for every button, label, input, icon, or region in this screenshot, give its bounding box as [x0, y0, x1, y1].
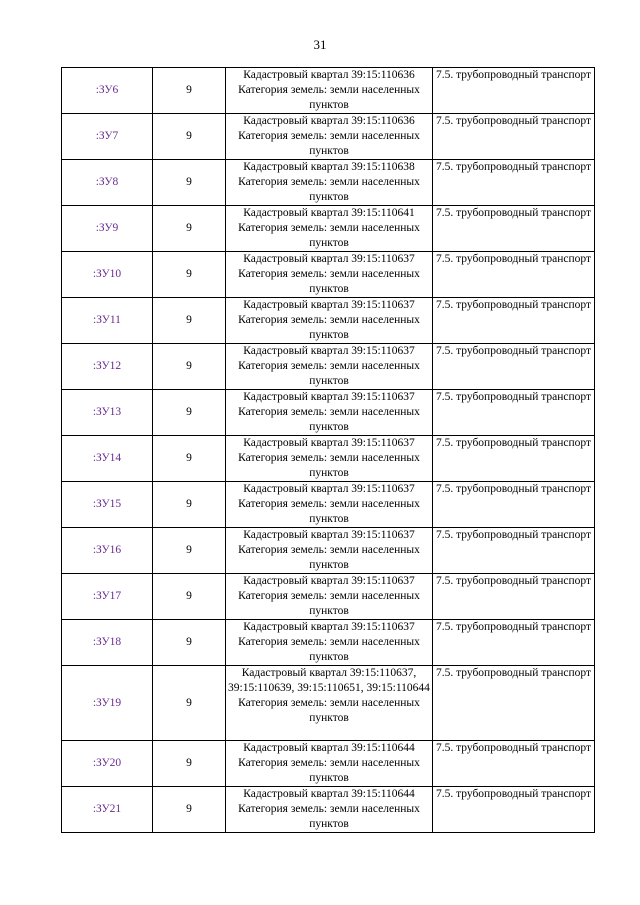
- parcel-code-cell: :ЗУ15: [62, 482, 153, 528]
- land-use-cell: 7.5. трубопроводный транспорт: [433, 620, 595, 666]
- parcel-code-cell: :ЗУ9: [62, 206, 153, 252]
- land-use-cell: 7.5. трубопроводный транспорт: [433, 436, 595, 482]
- quantity-cell: 9: [153, 482, 226, 528]
- table-row: [62, 298, 595, 344]
- quantity-cell: 9: [153, 114, 226, 160]
- table-row: [62, 390, 595, 436]
- quantity-cell: 9: [153, 741, 226, 787]
- quantity-cell: 9: [153, 160, 226, 206]
- parcel-code-cell: :ЗУ7: [62, 114, 153, 160]
- table-row: [62, 482, 595, 528]
- quantity-cell: 9: [153, 574, 226, 620]
- table-row: [62, 206, 595, 252]
- description-cell: Кадастровый квартал 39:15:110644 Категория земель: земли населенных пунктов: [226, 741, 433, 787]
- land-use-cell: 7.5. трубопроводный транспорт: [433, 482, 595, 528]
- table-row: [62, 68, 595, 114]
- description-cell: Кадастровый квартал 39:15:110637 Категория земель: земли населенных пунктов: [226, 298, 433, 344]
- parcel-code-cell: :ЗУ16: [62, 528, 153, 574]
- quantity-cell: 9: [153, 436, 226, 482]
- table-row: [62, 344, 595, 390]
- land-use-cell: 7.5. трубопроводный транспорт: [433, 344, 595, 390]
- description-cell: Кадастровый квартал 39:15:110636 Категория земель: земли населенных пунктов: [226, 114, 433, 160]
- parcel-code-cell: :ЗУ11: [62, 298, 153, 344]
- description-cell: Кадастровый квартал 39:15:110637 Категория земель: земли населенных пунктов: [226, 390, 433, 436]
- parcel-code-cell: :ЗУ20: [62, 741, 153, 787]
- table-row: [62, 620, 595, 666]
- land-use-cell: 7.5. трубопроводный транспорт: [433, 574, 595, 620]
- quantity-cell: 9: [153, 206, 226, 252]
- land-use-cell: 7.5. трубопроводный транспорт: [433, 298, 595, 344]
- description-cell: Кадастровый квартал 39:15:110641 Категория земель: земли населенных пунктов: [226, 206, 433, 252]
- land-use-cell: 7.5. трубопроводный транспорт: [433, 666, 595, 741]
- description-cell: Кадастровый квартал 39:15:110637 Категория земель: земли населенных пунктов: [226, 482, 433, 528]
- table-row: [62, 160, 595, 206]
- description-cell: Кадастровый квартал 39:15:110637 Категория земель: земли населенных пунктов: [226, 620, 433, 666]
- description-cell: Кадастровый квартал 39:15:110637, 39:15:110639, 39:15:110651, 39:15:110644 Категория земель: земли населенных пунктов: [226, 666, 433, 741]
- table-row: [62, 114, 595, 160]
- land-use-cell: 7.5. трубопроводный транспорт: [433, 252, 595, 298]
- table-row: [62, 528, 595, 574]
- table-row: [62, 741, 595, 787]
- parcel-code-cell: :ЗУ18: [62, 620, 153, 666]
- land-use-cell: 7.5. трубопроводный транспорт: [433, 787, 595, 833]
- table-row: [62, 574, 595, 620]
- land-use-cell: 7.5. трубопроводный транспорт: [433, 68, 595, 114]
- table-row: [62, 436, 595, 482]
- land-use-cell: 7.5. трубопроводный транспорт: [433, 741, 595, 787]
- description-cell: Кадастровый квартал 39:15:110638 Категория земель: земли населенных пунктов: [226, 160, 433, 206]
- parcel-code-cell: :ЗУ12: [62, 344, 153, 390]
- quantity-cell: 9: [153, 344, 226, 390]
- description-cell: Кадастровый квартал 39:15:110637 Категория земель: земли населенных пунктов: [226, 436, 433, 482]
- parcel-code-cell: :ЗУ6: [62, 68, 153, 114]
- land-use-cell: 7.5. трубопроводный транспорт: [433, 114, 595, 160]
- description-cell: Кадастровый квартал 39:15:110637 Категория земель: земли населенных пунктов: [226, 528, 433, 574]
- quantity-cell: 9: [153, 68, 226, 114]
- description-cell: Кадастровый квартал 39:15:110637 Категория земель: земли населенных пунктов: [226, 344, 433, 390]
- description-cell: Кадастровый квартал 39:15:110637 Категория земель: земли населенных пунктов: [226, 252, 433, 298]
- land-use-cell: 7.5. трубопроводный транспорт: [433, 528, 595, 574]
- description-cell: Кадастровый квартал 39:15:110637 Категория земель: земли населенных пунктов: [226, 574, 433, 620]
- quantity-cell: 9: [153, 787, 226, 833]
- parcel-code-cell: :ЗУ17: [62, 574, 153, 620]
- land-use-cell: 7.5. трубопроводный транспорт: [433, 206, 595, 252]
- description-cell: Кадастровый квартал 39:15:110636 Категория земель: земли населенных пунктов: [226, 68, 433, 114]
- parcel-code-cell: :ЗУ13: [62, 390, 153, 436]
- table-row: [62, 666, 595, 741]
- page-number: 31: [313, 37, 327, 52]
- quantity-cell: 9: [153, 666, 226, 741]
- description-cell: Кадастровый квартал 39:15:110644 Категория земель: земли населенных пунктов: [226, 787, 433, 833]
- quantity-cell: 9: [153, 528, 226, 574]
- quantity-cell: 9: [153, 620, 226, 666]
- land-use-cell: 7.5. трубопроводный транспорт: [433, 390, 595, 436]
- land-use-cell: 7.5. трубопроводный транспорт: [433, 160, 595, 206]
- table-row: [62, 252, 595, 298]
- parcel-code-cell: :ЗУ21: [62, 787, 153, 833]
- parcels-table: [61, 67, 595, 833]
- parcel-code-cell: :ЗУ8: [62, 160, 153, 206]
- quantity-cell: 9: [153, 298, 226, 344]
- quantity-cell: 9: [153, 390, 226, 436]
- quantity-cell: 9: [153, 252, 226, 298]
- table-row: [62, 787, 595, 833]
- parcel-code-cell: :ЗУ10: [62, 252, 153, 298]
- parcel-code-cell: :ЗУ14: [62, 436, 153, 482]
- parcel-code-cell: :ЗУ19: [62, 666, 153, 741]
